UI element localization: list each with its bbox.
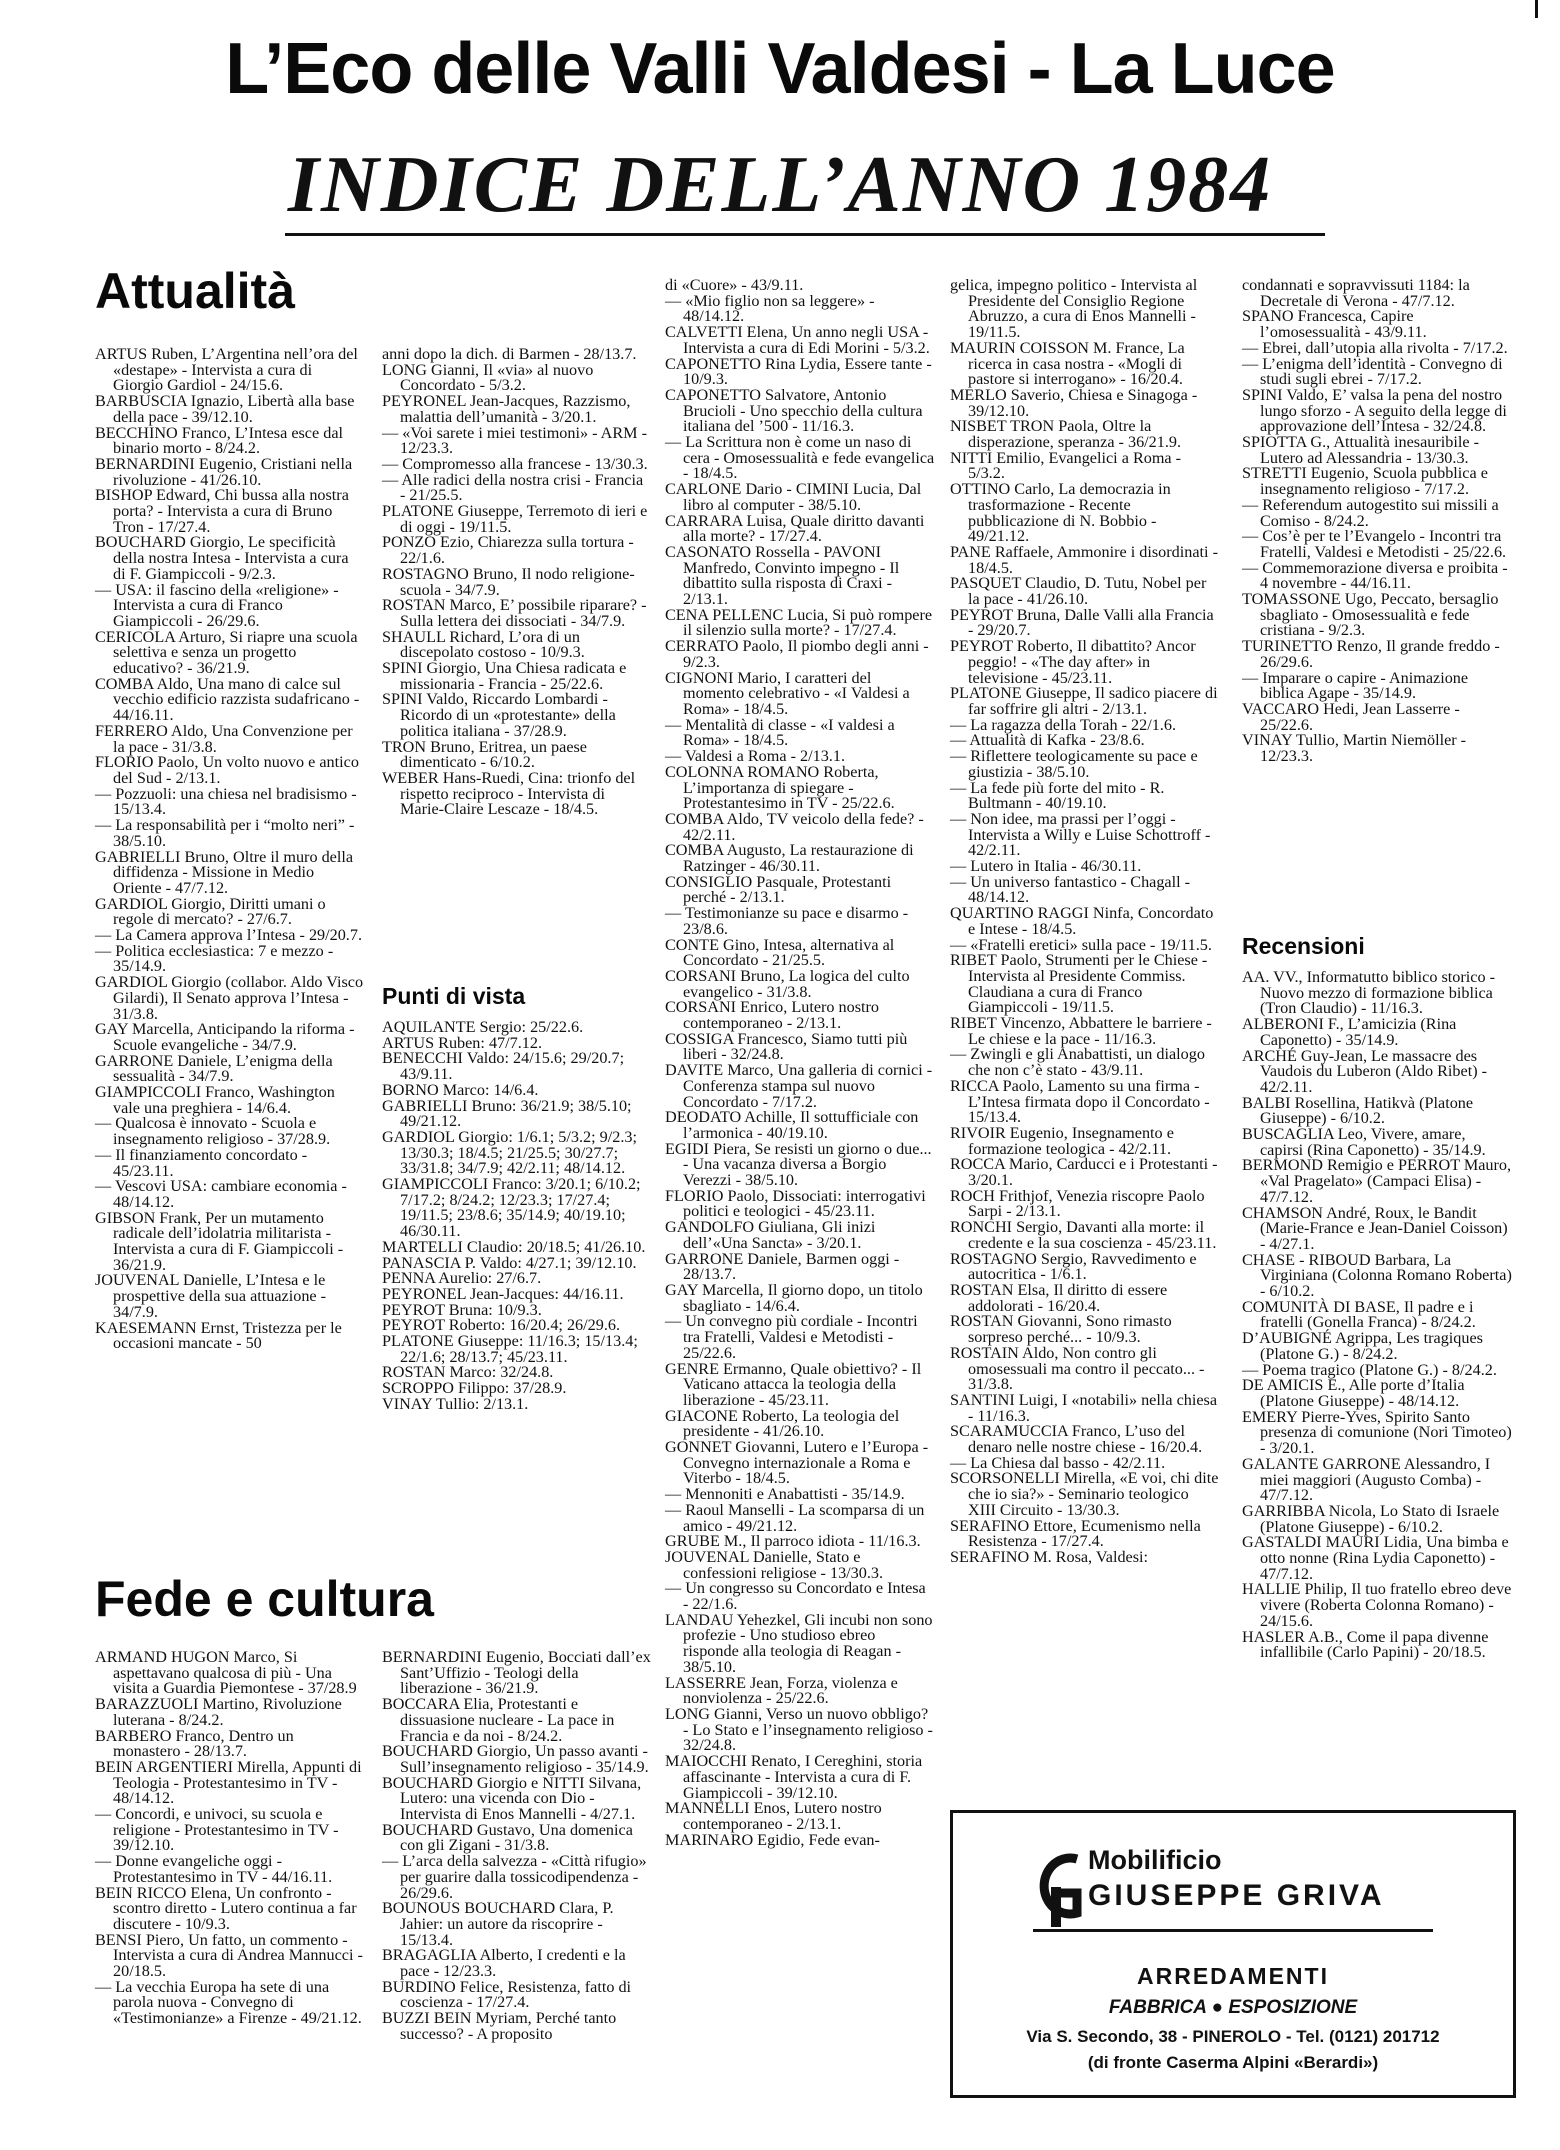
index-entry: anni dopo la dich. di Barmen - 28/13.7. — [382, 345, 637, 363]
index-entry: CALVETTI Elena, Un anno negli USA - Intervista a cura di Edi Morini - 5/3.2. — [665, 323, 930, 357]
index-entry: BOUCHARD Giorgio, Un passo avanti - Sull’insegnamento religioso - 35/14.9. — [382, 1742, 649, 1776]
index-entry: — Non idee, ma prassi per l’oggi - Intervista a Willy e Luise Schottroff - 42/2.11. — [950, 809, 1211, 860]
ad-address: Via S. Secondo, 38 - PINEROLO - Tel. (0121) 201712 — [1026, 2027, 1440, 2046]
index-entry: ARMAND HUGON Marco, Si aspettavano qualcosa di più - Una visita a Guardia Piemontese - 37/28.9 — [95, 1648, 357, 1698]
index-entry: — Lutero in Italia - 46/30.11. — [950, 857, 1142, 876]
index-entry: SERAFINO M. Rosa, Valdesi: — [950, 1547, 1149, 1566]
index-entry: BECCHINO Franco, L’Intesa esce dal binario morto - 8/24.2. — [95, 423, 343, 458]
index-entry: SCARAMUCCIA Franco, L’uso del denaro nelle nostre chiese - 16/20.4. — [950, 1422, 1203, 1457]
index-entry: GASTALDI MAURI Lidia, Una bimba e otto nonne (Rina Lydia Caponetto) - 47/7.12. — [1242, 1533, 1509, 1583]
index-entry: BOCCARA Elia, Protestanti e dissuasione nucleare - La pace in Francia e da noi - 8/24.2. — [382, 1695, 615, 1745]
index-entry: ROCCA Mario, Carducci e i Protestanti - 3/20.1. — [950, 1155, 1218, 1190]
index-entry: TRON Bruno, Eritrea, un paese dimenticato - 6/10.2. — [382, 737, 587, 772]
index-entry: ROSTAGNO Bruno, Il nodo religione-scuola - 34/7.9. — [382, 564, 635, 599]
masthead: L’Eco delle Valli Valdesi - La Luce — [225, 29, 1335, 109]
index-entry: CORSANI Bruno, La logica del culto evangelico - 31/3.8. — [665, 966, 910, 1001]
index-entry: — Compromesso alla francese - 13/30.3. — [382, 454, 648, 473]
ad-fabbrica: FABBRICA ● ESPOSIZIONE — [1108, 1997, 1358, 2018]
index-entry: BEIN RICCO Elena, Un confronto - scontro diretto - Lutero continua a far discutere - 10/9.3. — [95, 1883, 357, 1933]
index-entry: MARINARO Egidio, Fede evan- — [665, 1830, 880, 1849]
index-entry: — Mentalità di classe - «I valdesi a Roma» - 18/4.5. — [665, 715, 895, 750]
index-entry: — L’enigma dell’identità - Convegno di studi sugli ebrei - 7/17.2. — [1242, 354, 1503, 389]
index-entry: — Politica ecclesiastica: 7 e mezzo - 35/14.9. — [95, 941, 334, 976]
column-attualita-2 — [382, 347, 652, 967]
index-entry: MERLO Saverio, Chiesa e Sinagoga - 39/12.10. — [950, 385, 1198, 420]
ad-brand-line1: Mobilificio — [1088, 1845, 1222, 1875]
title-underline — [285, 233, 1325, 236]
index-entry: — «Fratelli eretici» sulla pace - 19/11.5. — [950, 935, 1212, 954]
index-entry: — Attualità di Kafka - 23/8.6. — [950, 731, 1145, 750]
index-entry: — La vecchia Europa ha sete di una parola nuova - Convegno di «Testimonianze» a Firenze - 49/21.12. — [95, 1977, 362, 2028]
index-entry: BOUNOUS BOUCHARD Clara, P. Jahier: un autore da riscoprire - 15/13.4. — [382, 1899, 614, 1949]
index-entry: PENNA Aurelio: 27/6.7. — [382, 1269, 542, 1288]
index-entry: SPIOTTA G., Attualità inesauribile - Lutero ad Alessandria - 13/30.3. — [1242, 433, 1479, 467]
index-entry: — «Voi sarete i miei testimoni» - ARM - 12/23.3. — [382, 423, 647, 458]
index-entry: BOUCHARD Giorgio e NITTI Silvana, Lutero: una vicenda con Dio - Intervista di Enos Mannelli - 4/27.1. — [382, 1773, 642, 1824]
index-entry: — Concordi, e univoci, su scuola e religione - Protestantesimo in TV - 39/12.10. — [95, 1805, 339, 1855]
index-entry: CENA PELLENC Lucia, Si può rompere il silenzio sulla morte? - 17/27.4. — [665, 605, 933, 640]
index-entry: PLATONE Giuseppe, Il sadico piacere di far soffrire gli altri - 2/13.1. — [950, 684, 1218, 718]
index-entry: — Vescovi USA: cambiare economia - 48/14.12. — [95, 1177, 347, 1211]
column-fede-cultura-2 — [382, 1650, 652, 2130]
index-entry: BERNARDINI Eugenio, Cristiani nella rivoluzione - 41/26.10. — [95, 454, 353, 489]
index-entry: COSSIGA Francesco, Siamo tutti più liberi - 32/24.8. — [665, 1029, 908, 1064]
index-entry: VINAY Tullio: 2/13.1. — [382, 1394, 529, 1413]
index-entry: COLONNA ROMANO Roberta, L’importanza di spiegare - Protestantesimo in TV - 25/22.6. — [665, 762, 895, 813]
index-entry: GRUBE M., Il parroco idiota - 11/16.3. — [665, 1532, 921, 1551]
index-entry: EMERY Pierre-Yves, Spirito Santo presenza di comunione (Nori Timoteo) - 3/20.1. — [1242, 1407, 1512, 1458]
index-entry: — La ragazza della Torah - 22/1.6. — [950, 715, 1176, 734]
index-entry: NITTI Emilio, Evangelici a Roma - 5/3.2. — [950, 448, 1182, 483]
index-entry: GARRONE Daniele, L’enigma della sessualità - 34/7.9. — [95, 1051, 333, 1086]
index-entry: ROSTAIN Aldo, Non contro gli omosessuali ma contro il peccato... - 31/3.8. — [950, 1343, 1205, 1394]
index-entry: gelica, impegno politico - Intervista al Presidente del Consiglio Regione Abruzzo, a cura di Enos Mannelli - 19/11.5. — [950, 276, 1198, 342]
index-entry: CERICOLA Arturo, Si riapre una scuola selettiva e senza un progetto educativo? - 36/21.9. — [95, 627, 358, 678]
index-entry: CHAMSON André, Roux, le Bandit (Marie-France e Jean-Daniel Coisson) - 4/27.1. — [1242, 1203, 1508, 1253]
advertisement — [950, 1810, 1516, 2098]
index-entry: PEYRONEL Jean-Jacques: 44/16.11. — [382, 1284, 624, 1303]
section-fede-cultura: Fede e cultura — [95, 1571, 434, 1627]
index-entry: BORNO Marco: 14/6.4. — [382, 1080, 539, 1099]
index-entry: BARBUSCIA Ignazio, Libertà alla base della pace - 39/12.10. — [95, 392, 355, 426]
index-entry: — L’arca della salvezza - «Città rifugio» per guarire dalla tossicodipendenza - 26/29.6. — [382, 1852, 647, 1902]
index-entry: KAESEMANN Ernst, Tristezza per le occasioni mancate - 50 — [95, 1318, 342, 1353]
index-entry: PEYROT Bruna: 10/9.3. — [382, 1300, 542, 1319]
index-entry: FERRERO Aldo, Una Convenzione per la pace - 31/3.8. — [95, 721, 353, 756]
index-entry: — Imparare o capire - Animazione biblica Agape - 35/14.9. — [1242, 668, 1469, 703]
index-entry: CASONATO Rossella - PAVONI Manfredo, Convinto impegno - Il dibattito sulla risposta di Craxi - 2/13.1. — [665, 542, 900, 609]
index-entry: BERMOND Remigio e PERROT Mauro, «Val Pragelato» (Campaci Elisa) - 47/7.12. — [1242, 1156, 1512, 1206]
index-entry: LONG Gianni, Il «via» al nuovo Concordato - 5/3.2. — [382, 360, 594, 395]
index-entry: ROSTAN Elsa, Il diritto di essere addolorati - 16/20.4. — [950, 1281, 1168, 1315]
index-entry: — Mennoniti e Anabattisti - 35/14.9. — [665, 1485, 905, 1504]
index-entry: BERNARDINI Eugenio, Bocciati dall’ex Sant’Uffizio - Teologi della liberazione - 36/21.9. — [382, 1648, 651, 1698]
index-entry: GARDIOL Giorgio: 1/6.1; 5/3.2; 9/2.3; 13/30.3; 18/4.5; 21/25.5; 30/27.7; 33/31.8; 34/7.9; 42/2.11; 48/14.12. — [382, 1127, 637, 1178]
index-entry: PEYROT Roberto: 16/20.4; 26/29.6. — [382, 1316, 621, 1335]
index-entry: TOMASSONE Ugo, Peccato, bersaglio sbagliato - Omosessualità e fede cristiana - 9/2.3. — [1242, 590, 1499, 640]
ad-brand-line2: GIUSEPPE GRIVA — [1088, 1879, 1385, 1912]
index-entry: RIBET Vincenzo, Abbattere le barriere - Le chiese e la pace - 11/16.3. — [950, 1014, 1212, 1048]
index-entry: — Qualcosa è innovato - Scuola e insegnamento religioso - 37/28.9. — [95, 1114, 331, 1149]
index-entry: COMBA Aldo, TV veicolo della fede? - 42/2.11. — [665, 809, 924, 844]
index-entry: — Commemorazione diversa e proibita - 4 novembre - 44/16.11. — [1242, 558, 1508, 593]
index-entry: GENRE Ermanno, Quale obiettivo? - Il Vaticano attacca la teologia della liberazione - 45/23.11. — [665, 1359, 922, 1409]
column-fede-cultura-5 — [1242, 278, 1512, 918]
index-entry: condannati e sopravvissuti 1184: la Decretale di Verona - 47/7.12. — [1242, 276, 1470, 310]
index-entry: CARRARA Luisa, Quale diritto davanti alla morte? - 17/27.4. — [665, 511, 925, 546]
index-entry: — Zwingli e gli Anabattisti, un dialogo che non c’è stato - 43/9.11. — [950, 1045, 1205, 1080]
index-entry: — La Chiesa dal basso - 42/2.11. — [950, 1453, 1166, 1472]
index-entry: MAIOCCHI Renato, I Cereghini, storia affascinante - Intervista a cura di F. Giampiccoli - 39/12.10. — [665, 1752, 923, 1802]
index-entry: — Alle radici della nostra crisi - Francia - 21/25.5. — [382, 470, 644, 505]
index-entry: PEYRONEL Jean-Jacques, Razzismo, malattia dell’umanità - 3/20.1. — [382, 392, 631, 426]
index-entry: PLATONE Giuseppe, Terremoto di ieri e di oggi - 19/11.5. — [382, 502, 648, 536]
index-entry: ALBERONI F., L’amicizia (Rina Caponetto) - 35/14.9. — [1242, 1015, 1457, 1049]
index-entry: — «Mio figlio non sa leggere» - 48/14.12. — [665, 291, 875, 326]
index-entry: AA. VV., Informatutto biblico storico - Nuovo mezzo di formazione biblica (Tron Claudio) - 11/16.3. — [1242, 968, 1495, 1018]
index-entry: — Testimonianze su pace e disarmo - 23/8.6. — [665, 904, 909, 938]
index-entry: CERRATO Paolo, Il piombo degli anni - 9/2.3. — [665, 637, 929, 671]
index-entry: PLATONE Giuseppe: 11/16.3; 15/13.4; 22/1.6; 28/13.7; 45/23.11. — [382, 1332, 638, 1366]
index-entry: GIACONE Roberto, La teologia del presidente - 41/26.10. — [665, 1406, 900, 1441]
index-entry: BARBERO Franco, Dentro un monastero - 28/13.7. — [95, 1726, 294, 1761]
index-entry: CHASE - RIBOUD Barbara, La Virginiana (Colonna Romano Roberta) - 6/10.2. — [1242, 1250, 1512, 1301]
index-entry: LONG Gianni, Verso un nuovo obbligo? - Lo Stato e l’insegnamento religioso - 32/24.8. — [665, 1704, 933, 1755]
index-entry: MAURIN COISSON M. France, La ricerca in casa nostra - «Mogli di pastore si interrogano» - 16/20.4. — [950, 338, 1185, 389]
index-entry: BRAGAGLIA Alberto, I credenti e la pace - 12/23.3. — [382, 1946, 626, 1981]
index-entry: GANDOLFO Giuliana, Gli inizi dell’«Una Sancta» - 3/20.1. — [665, 1218, 876, 1252]
column-fede-cultura-1 — [95, 1650, 365, 2130]
index-entry: BUZZI BEIN Myriam, Perché tanto successo? - A proposito — [382, 2009, 617, 2043]
index-entry: — Un convegno più cordiale - Incontri tra Fratelli, Valdesi e Metodisti - 25/22.6. — [665, 1312, 918, 1362]
index-entry: di «Cuore» - 43/9.11. — [665, 276, 804, 294]
index-entry: ARTUS Ruben: 47/7.12. — [382, 1033, 543, 1052]
index-entry: CIGNONI Mario, I caratteri del momento celebrativo - «I Valdesi a Roma» - 18/4.5. — [665, 668, 910, 718]
index-entry: PEYROT Roberto, Il dibattito? Ancor peggio! - «The day after» in televisione - 45/23.11. — [950, 637, 1196, 687]
index-entry: SHAULL Richard, L’ora di un discepolato costoso - 10/9.3. — [382, 627, 585, 662]
index-entry: GARDIOL Giorgio, Diritti umani o regole di mercato? - 27/6.7. — [95, 894, 326, 929]
index-entry: PANE Raffaele, Ammonire i disordinati - 18/4.5. — [950, 542, 1218, 577]
index-entry: SCORSONELLI Mirella, «E voi, chi dite che io sia?» - Seminario teologico XIII Circuito - 13/30.3. — [950, 1469, 1219, 1519]
index-entry: TURINETTO Renzo, Il grande freddo - 26/29.6. — [1242, 637, 1500, 671]
index-entry: — USA: il fascino della «religione» - Intervista a cura di Franco Giampiccoli - 26/29.6. — [95, 580, 339, 630]
index-entry: GALANTE GARRONE Alessandro, I miei maggiori (Augusto Comba) - 47/7.12. — [1242, 1454, 1491, 1505]
index-entry: — Il finanziamento concordato - 45/23.11. — [95, 1145, 308, 1180]
index-entry: SPANO Francesca, Capire l’omosessualità - 43/9.11. — [1242, 307, 1427, 342]
index-entry: COMBA Aldo, Una mano di calce sul vecchio edificio razzista sudafricano - 44/16.11. — [95, 674, 360, 725]
index-entry: CAPONETTO Salvatore, Antonio Brucioli - Uno specchio della cultura italiana del ’500 - 11/16.3. — [665, 385, 923, 436]
index-entry: RIVOIR Eugenio, Insegnamento e formazione teologica - 42/2.11. — [950, 1123, 1174, 1158]
section-punti-di-vista: Punti di vista — [382, 983, 526, 1009]
index-entry: VACCARO Hedi, Jean Lasserre - 25/22.6. — [1242, 699, 1460, 734]
index-entry: LASSERRE Jean, Forza, violenza e nonviolenza - 25/22.6. — [665, 1673, 898, 1708]
index-entry: BALBI Rosellina, Hatikvà (Platone Giuseppe) - 6/10.2. — [1242, 1093, 1474, 1128]
index-entry: RONCHI Sergio, Davanti alla morte: il credente e la sua coscienza - 45/23.11. — [950, 1218, 1217, 1252]
index-entry: GABRIELLI Bruno: 36/21.9; 38/5.10; 49/21.12. — [382, 1096, 632, 1131]
index-entry: — Pozzuoli: una chiesa nel bradisismo - 15/13.4. — [95, 784, 357, 819]
index-entry: D’AUBIGNÉ Agrippa, Les tragiques (Platone G.) - 8/24.2. — [1242, 1329, 1483, 1363]
index-entry: SCROPPO Filippo: 37/28.9. — [382, 1379, 567, 1398]
ad-divider — [1033, 1929, 1433, 1932]
index-entry: ROCH Frithjof, Venezia riscopre Paolo Sarpi - 2/13.1. — [950, 1186, 1205, 1221]
index-entry: ROSTAN Marco: 32/24.8. — [382, 1363, 554, 1382]
section-recensioni: Recensioni — [1242, 933, 1365, 959]
index-entry: SPINI Valdo, E’ valsa la pena del nostro lungo sforzo - A seguito della legge di approvazione dell’Intesa - 32/24.8. — [1242, 385, 1507, 436]
index-entry: SANTINI Luigi, I «notabili» nella chiesa - 11/16.3. — [950, 1390, 1218, 1425]
index-entry: EGIDI Piera, Se resisti un giorno o due... - Una vacanza diversa a Borgio Verezzi - 38/5.10. — [665, 1139, 932, 1190]
index-entry: — Cos’è per te l’Evangelo - Incontri tra Fratelli, Valdesi e Metodisti - 25/22.6. — [1242, 527, 1507, 561]
index-entry: CORSANI Enrico, Lutero nostro contemporaneo - 2/13.1. — [665, 998, 880, 1033]
index-entry: CONSIGLIO Pasquale, Protestanti perché - 2/13.1. — [665, 872, 892, 907]
index-entry: — Un congresso su Concordato e Intesa - 22/1.6. — [665, 1579, 926, 1614]
index-entry: LANDAU Yehezkel, Gli incubi non sono profezie - Uno studioso ebreo risponde alla teologia di Reagan - 38/5.10. — [665, 1610, 933, 1676]
index-entry: MANNELLI Enos, Lutero nostro contemporaneo - 2/13.1. — [665, 1799, 882, 1833]
index-entry: GABRIELLI Bruno, Oltre il muro della diffidenza - Missione in Medio Oriente - 47/7.12. — [95, 847, 354, 897]
index-entry: COMUNITÀ DI BASE, Il padre e i fratelli (Gonella Franca) - 8/24.2. — [1242, 1297, 1476, 1332]
index-entry: FLORIO Paolo, Dissociati: interrogativi politici e teologici - 45/23.11. — [665, 1186, 926, 1221]
index-entry: RIBET Paolo, Strumenti per le Chiese - Intervista al Presidente Commiss. Claudiana a cura di Franco Giampiccoli - 19/11.5. — [950, 951, 1208, 1017]
index-entry: CONTE Gino, Intesa, alternativa al Concordato - 21/25.5. — [665, 935, 895, 970]
index-entry: HASLER A.B., Come il papa divenne infallibile (Carlo Papini) - 20/18.5. — [1242, 1627, 1489, 1662]
index-entry: DAVITE Marco, Una galleria di cornici - Conferenza stampa sul nuovo Concordato - 7/17.2. — [665, 1061, 933, 1111]
index-entry: GAY Marcella, Il giorno dopo, un titolo sbagliato - 14/6.4. — [665, 1281, 923, 1315]
index-entry: — La Camera approva l’Intesa - 29/20.7. — [95, 926, 362, 945]
index-entry: GARRONE Daniele, Barmen oggi - 28/13.7. — [665, 1249, 900, 1284]
index-entry: SERAFINO Ettore, Ecumenismo nella Resistenza - 17/27.4. — [950, 1516, 1201, 1551]
index-entry: NISBET TRON Paola, Oltre la disperazione, speranza - 36/21.9. — [950, 417, 1182, 452]
index-entry: QUARTINO RAGGI Ninfa, Concordato e Intese - 18/4.5. — [950, 904, 1214, 938]
index-entry: — Donne evangeliche oggi - Protestantesimo in TV - 44/16.11. — [95, 1852, 333, 1886]
index-entry: PASQUET Claudio, D. Tutu, Nobel per la pace - 41/26.10. — [950, 574, 1207, 609]
griva-logo-icon — [1025, 1847, 1085, 1927]
index-entry: CARLONE Dario - CIMINI Lucia, Dal libro al computer - 38/5.10. — [665, 480, 922, 514]
index-entry: SPINI Valdo, Riccardo Lombardi - Ricordo di un «protestante» della politica italiana - 37/28.9. — [382, 690, 616, 740]
index-entry: AQUILANTE Sergio: 25/22.6. — [382, 1018, 584, 1036]
index-entry: STRETTI Eugenio, Scuola pubblica e insegnamento religioso - 7/17.2. — [1242, 464, 1488, 499]
index-entry: ARCHÉ Guy-Jean, Le massacre des Vaudois du Luberon (Aldo Ribet) - 42/2.11. — [1242, 1046, 1488, 1096]
index-entry: PONZO Ezio, Chiarezza sulla tortura - 22/1.6. — [382, 533, 634, 568]
index-entry: ROSTAGNO Sergio, Ravvedimento e autocritica - 1/6.1. — [950, 1249, 1197, 1284]
index-entry: — Ebrei, dall’utopia alla rivolta - 7/17.2. — [1242, 338, 1508, 357]
index-entry: — Poema tragico (Platone G.) - 8/24.2. — [1242, 1360, 1497, 1379]
index-entry: ROSTAN Marco, E’ possibile riparare? - Sulla lettera dei dissociati - 34/7.9. — [382, 596, 647, 630]
index-entry: — Raoul Manselli - La scomparsa di un amico - 49/21.12. — [665, 1500, 925, 1535]
index-entry: — Un universo fantastico - Chagall - 48/14.12. — [950, 872, 1191, 907]
index-entry: — Riflettere teologicamente su pace e giustizia - 38/5.10. — [950, 747, 1198, 781]
index-entry: GARDIOL Giorgio (collabor. Aldo Visco Gilardi), Il Senato approva l’Intesa - 31/3.8. — [95, 973, 364, 1023]
index-entry: GONNET Giovanni, Lutero e l’Europa - Convegno internazionale a Roma e Viterbo - 18/4.5. — [665, 1438, 929, 1488]
column-fede-cultura-3 — [665, 278, 935, 2138]
column-attualita-1 — [95, 347, 365, 1537]
column-punti-di-vista — [382, 1020, 652, 1550]
index-entry: BEIN ARGENTIERI Mirella, Appunti di Teologia - Protestantesimo in TV - 48/14.12. — [95, 1757, 362, 1808]
index-entry: RICCA Paolo, Lamento su una firma - L’Intesa firmata dopo il Concordato - 15/13.4. — [950, 1076, 1210, 1127]
index-entry: HALLIE Philip, Il tuo fratello ebreo deve vivere (Roberta Colonna Romano) - 24/15.6. — [1242, 1580, 1512, 1630]
index-entry: GIAMPICCOLI Franco: 3/20.1; 6/10.2; 7/17.2; 8/24.2; 12/23.3; 17/27.4; 19/11.5; 23/8.6; 35/14.9; 40/19.10; 46/30.11. — [382, 1175, 641, 1241]
column-recensioni — [1242, 970, 1512, 1790]
index-entry: — La responsabilità per i “molto neri” - 38/5.10. — [95, 816, 355, 850]
index-title: INDICE DELL’ANNO 1984 — [287, 141, 1273, 229]
index-entry: ARTUS Ruben, L’Argentina nell’ora del «destape» - Intervista a cura di Giorgio Gardiol - 24/15.6. — [95, 345, 358, 395]
index-entry: BENECCHI Valdo: 24/15.6; 29/20.7; 43/9.11. — [382, 1049, 625, 1084]
index-entry: OTTINO Carlo, La democrazia in trasformazione - Recente pubblicazione di N. Bobbio - 49/21.12. — [950, 480, 1171, 546]
corner-rule — [1535, 0, 1538, 18]
column-fede-cultura-4 — [950, 278, 1220, 1788]
index-entry: COMBA Augusto, La restaurazione di Ratzinger - 46/30.11. — [665, 841, 914, 876]
index-entry: PANASCIA P. Valdo: 4/27.1; 39/12.10. — [382, 1253, 637, 1272]
index-entry: JOUVENAL Danielle, L’Intesa e le prospettive della sua attuazione - 34/7.9. — [95, 1271, 327, 1321]
index-entry: GIAMPICCOLI Franco, Washington vale una preghiera - 14/6.4. — [95, 1083, 335, 1117]
index-entry: BOUCHARD Gustavo, Una domenica con gli Zigani - 31/3.8. — [382, 1820, 633, 1855]
index-entry: SPINI Giorgio, Una Chiesa radicata e missionaria - Francia - 25/22.6. — [382, 659, 627, 693]
index-entry: BISHOP Edward, Chi bussa alla nostra porta? - Intervista a cura di Bruno Tron - 17/27.4. — [95, 486, 349, 536]
index-entry: CAPONETTO Rina Lydia, Essere tante - 10/9.3. — [665, 354, 932, 389]
index-entry: BUSCAGLIA Leo, Vivere, amare, capirsi (Rina Caponetto) - 35/14.9. — [1242, 1125, 1486, 1159]
index-entry: DE AMICIS E., Alle porte d’Italia (Platone Giuseppe) - 48/14.12. — [1242, 1376, 1465, 1410]
section-attualita: Attualità — [95, 263, 295, 319]
index-entry: WEBER Hans-Ruedi, Cina: trionfo del rispetto reciproco - Intervista di Marie-Claire Lescaze - 18/4.5. — [382, 768, 636, 819]
index-entry: BURDINO Felice, Resistenza, fatto di coscienza - 17/27.4. — [382, 1977, 632, 2012]
index-entry: VINAY Tullio, Martin Niemöller - 12/23.3. — [1242, 731, 1467, 766]
ad-address-note: (di fronte Caserma Alpini «Berardi») — [1087, 2053, 1379, 2072]
index-entry: JOUVENAL Danielle, Stato e confessioni religiose - 13/30.3. — [665, 1547, 884, 1582]
index-entry: GAY Marcella, Anticipando la riforma - Scuole evangeliche - 34/7.9. — [95, 1020, 355, 1054]
index-entry: — Valdesi a Roma - 2/13.1. — [665, 747, 845, 766]
ad-arredamenti: ARREDAMENTI — [1137, 1963, 1329, 1989]
index-entry: PEYROT Bruna, Dalle Valli alla Francia - 29/20.7. — [950, 605, 1214, 640]
index-entry: — Referendum autogestito sui missili a Comiso - 8/24.2. — [1242, 495, 1499, 530]
index-entry: DEODATO Achille, Il sottufficiale con l’armonica - 40/19.10. — [665, 1108, 919, 1142]
index-entry: — La Scrittura non è come un naso di cera - Omosessualità e fede evangelica - 18/4.5. — [665, 433, 935, 483]
index-entry: GARRIBBA Nicola, Lo Stato di Israele (Platone Giuseppe) - 6/10.2. — [1242, 1501, 1500, 1536]
index-entry: — La fede più forte del mito - R. Bultmann - 40/19.10. — [950, 778, 1165, 813]
index-entry: FLORIO Paolo, Un volto nuovo e antico del Sud - 2/13.1. — [95, 753, 359, 787]
index-entry: BENSI Piero, Un fatto, un commento - Intervista a cura di Andrea Mannucci - 20/18.5. — [95, 1930, 363, 1981]
index-entry: ROSTAN Giovanni, Sono rimasto sorpreso perché... - 10/9.3. — [950, 1312, 1172, 1347]
index-entry: BARAZZUOLI Martino, Rivoluzione luterana - 8/24.2. — [95, 1695, 342, 1729]
index-entry: MARTELLI Claudio: 20/18.5; 41/26.10. — [382, 1237, 646, 1256]
index-entry: BOUCHARD Giorgio, Le specificità della nostra Intesa - Intervista a cura di F. Giampiccoli - 9/2.3. — [95, 533, 349, 583]
index-entry: GIBSON Frank, Per un mutamento radicale dell’idolatria militarista - Intervista a cura di F. Giampiccoli - 36/21.9. — [95, 1208, 344, 1274]
